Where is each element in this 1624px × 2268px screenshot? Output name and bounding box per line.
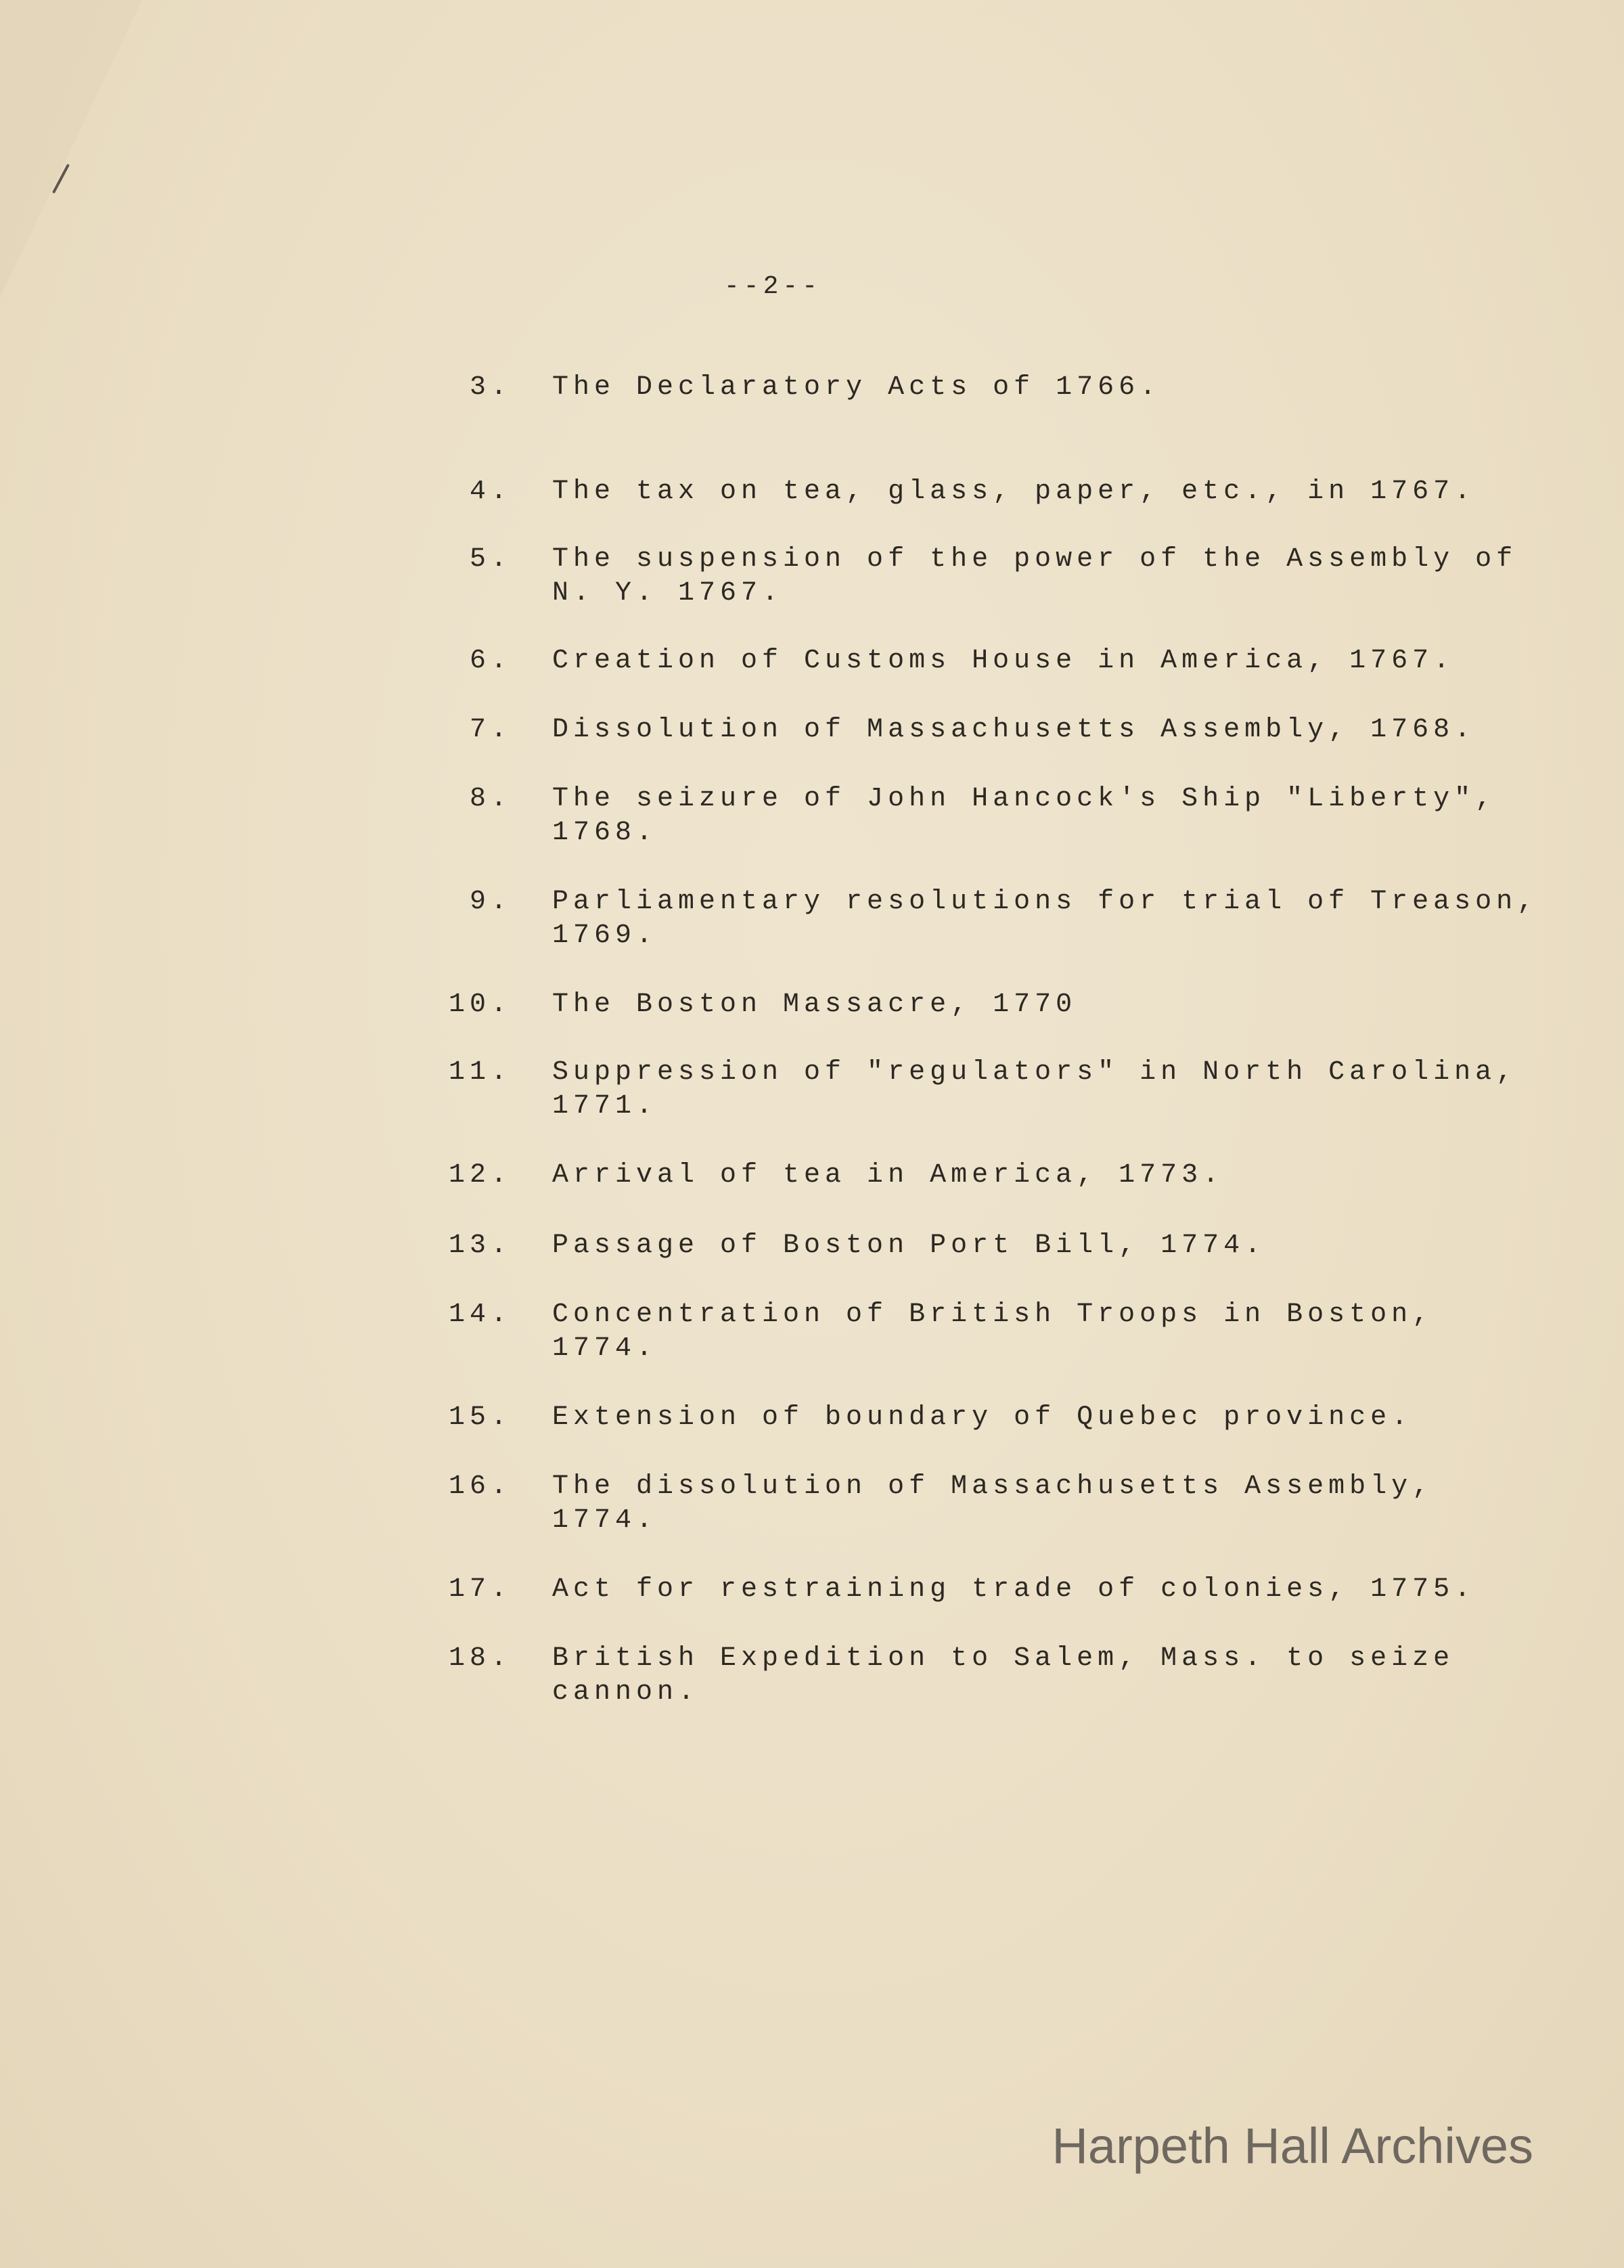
item-number: 3. bbox=[469, 372, 512, 403]
list-item bbox=[403, 475, 1540, 509]
item-text: The Declaratory Acts of 1766. bbox=[552, 372, 1161, 403]
item-text: The dissolution of Massachusetts Assembly, 1774. bbox=[552, 1471, 1434, 1536]
item-text: The Boston Massacre, 1770 bbox=[552, 990, 1077, 1020]
list-item bbox=[403, 1470, 1540, 1538]
item-text: Act for restraining trade of colonies, 1775. bbox=[552, 1574, 1476, 1605]
list-item bbox=[403, 1401, 1540, 1435]
item-text: The seizure of John Hancock's Ship "Liberty", 1768. bbox=[552, 784, 1497, 848]
item-number: 15. bbox=[448, 1402, 512, 1433]
item-number: 4. bbox=[469, 476, 512, 507]
item-number: 16. bbox=[448, 1471, 512, 1502]
page-corner-fold bbox=[0, 0, 142, 298]
item-text: The tax on tea, glass, paper, etc., in 1767. bbox=[552, 476, 1476, 507]
list-item bbox=[403, 713, 1540, 747]
item-number: 10. bbox=[448, 990, 512, 1020]
item-text: Parliamentary resolutions for trial of Treason, 1769. bbox=[552, 887, 1539, 951]
page-number: --2-- bbox=[724, 272, 822, 301]
list-item bbox=[403, 371, 1540, 405]
list-item bbox=[403, 1056, 1540, 1124]
item-text: Passage of Boston Port Bill, 1774. bbox=[552, 1230, 1266, 1261]
item-number: 17. bbox=[448, 1574, 512, 1605]
list-item bbox=[403, 1159, 1540, 1193]
list-item bbox=[403, 1642, 1540, 1710]
item-number: 14. bbox=[448, 1299, 512, 1330]
list-item bbox=[403, 988, 1540, 1022]
list-item bbox=[403, 885, 1540, 953]
item-number: 18. bbox=[448, 1643, 512, 1674]
archive-watermark: Harpeth Hall Archives bbox=[1052, 2118, 1533, 2174]
event-list bbox=[403, 371, 1540, 1710]
item-text: Extension of boundary of Quebec province. bbox=[552, 1402, 1413, 1433]
list-item bbox=[403, 644, 1540, 678]
item-number: 6. bbox=[469, 646, 512, 676]
item-text: Dissolution of Massachusetts Assembly, 1768. bbox=[552, 715, 1476, 745]
list-item bbox=[403, 1229, 1540, 1263]
item-number: 12. bbox=[448, 1160, 512, 1191]
list-item bbox=[403, 543, 1540, 610]
item-text: Suppression of "regulators" in North Carolina, 1771. bbox=[552, 1057, 1518, 1121]
item-number: 11. bbox=[448, 1057, 512, 1088]
item-number: 9. bbox=[469, 887, 512, 917]
list-item bbox=[403, 1573, 1540, 1607]
item-text: Concentration of British Troops in Boston, 1774. bbox=[552, 1299, 1434, 1364]
item-number: 5. bbox=[469, 544, 512, 575]
item-number: 8. bbox=[469, 784, 512, 814]
item-text: Creation of Customs House in America, 1767. bbox=[552, 646, 1455, 676]
item-number: 7. bbox=[469, 715, 512, 745]
list-item bbox=[403, 1298, 1540, 1366]
item-text: Arrival of tea in America, 1773. bbox=[552, 1160, 1224, 1191]
item-number: 13. bbox=[448, 1230, 512, 1261]
list-item bbox=[403, 782, 1540, 850]
item-text: The suspension of the power of the Assembly of N. Y. 1767. bbox=[552, 544, 1518, 608]
item-text: British Expedition to Salem, Mass. to seize cannon. bbox=[552, 1643, 1455, 1708]
